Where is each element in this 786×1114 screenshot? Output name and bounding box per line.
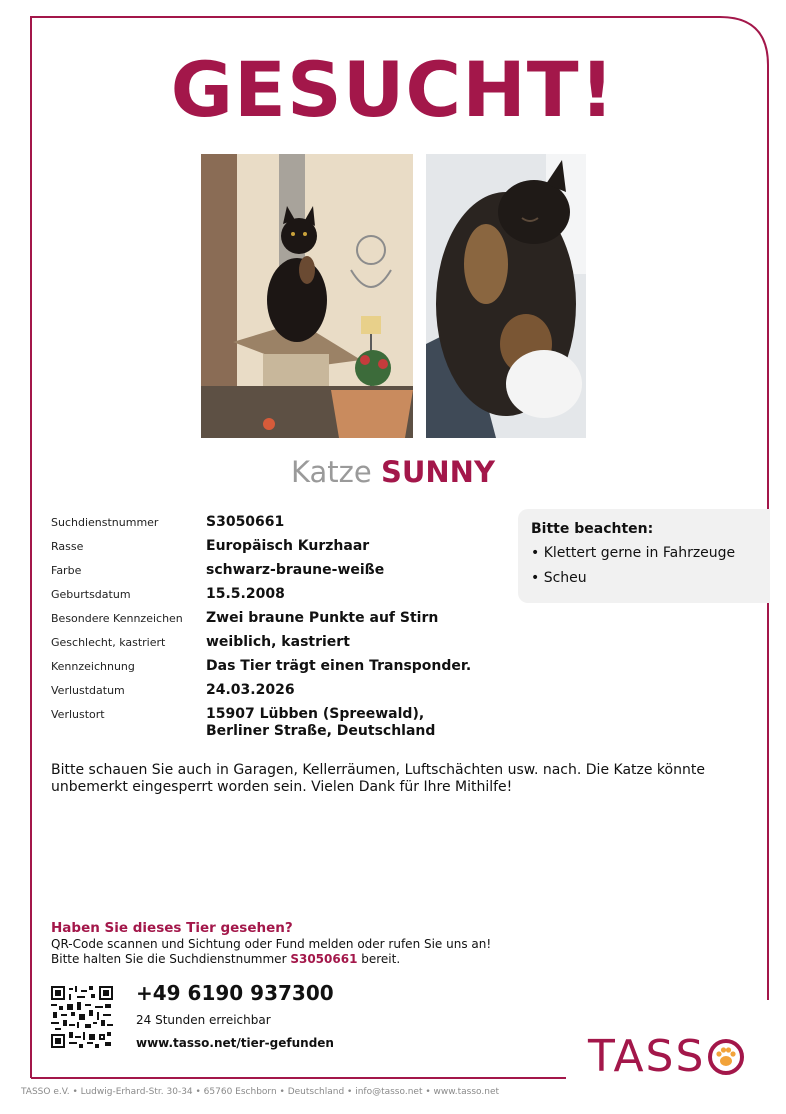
pet-callname: SUNNY (380, 455, 495, 489)
logo-wordmark: TASS (588, 1031, 706, 1082)
detail-label: Geburtsdatum (51, 588, 131, 601)
pet-details (51, 514, 491, 740)
detail-label: Rasse (51, 540, 84, 553)
detail-label: Verlustort (51, 708, 105, 721)
detail-value: S3050661 (206, 514, 285, 530)
detail-row-markings (51, 610, 491, 634)
notice-list (531, 545, 758, 587)
pet-species: Katze (291, 455, 372, 489)
contact-id-prefix: Bitte halten Sie die Suchdienstnummer (51, 952, 287, 966)
pet-name (0, 455, 786, 489)
tasso-logo (588, 1032, 746, 1082)
detail-label: Kennzeichnung (51, 660, 135, 673)
contact-instructions: QR-Code scannen und Sichtung oder Fund melden oder rufen Sie uns an! (51, 937, 492, 951)
detail-value: Europäisch Kurzhaar (206, 538, 370, 554)
headline: GESUCHT! (170, 45, 616, 134)
cat-on-birdhouse-photo (201, 154, 413, 438)
detail-row-sex (51, 634, 491, 658)
contact-title: Haben Sie dieses Tier gesehen? (51, 920, 293, 936)
detail-row-loss-date (51, 682, 491, 706)
paw-icon (706, 1037, 746, 1077)
contact-section (51, 920, 651, 967)
phone-number[interactable]: +49 6190 937300 (136, 981, 334, 1005)
contact-id-suffix: bereit. (361, 952, 401, 966)
detail-row-identification (51, 658, 491, 682)
detail-value: Das Tier trägt einen Transponder. (206, 658, 472, 674)
detail-value: 24.03.2026 (206, 682, 295, 698)
notice-item: • Klettert gerne in Fahrzeuge (531, 545, 758, 562)
detail-label: Suchdienstnummer (51, 516, 159, 529)
contact-id-reminder (51, 952, 651, 967)
notice-box (518, 509, 770, 603)
detail-row-breed (51, 538, 491, 562)
notice-item: • Scheu (531, 570, 758, 587)
website-link[interactable]: www.tasso.net/tier-gefunden (136, 1036, 334, 1050)
detail-row-loss-location (51, 706, 491, 740)
appeal-text: Bitte schauen Sie auch in Garagen, Kellerräumen, Luftschächten usw. nach. Die Katze könnte unbemerkt eingesperrt worden sein. Vielen Dank für Ihre Mithilfe! (51, 762, 705, 795)
detail-label: Besondere Kennzeichen (51, 612, 183, 625)
notice-title: Bitte beachten: (531, 521, 654, 537)
contact-search-number: S3050661 (290, 952, 358, 966)
detail-value: schwarz-braune-weiße (206, 562, 385, 578)
detail-label: Geschlecht, kastriert (51, 636, 166, 649)
detail-label: Verlustdatum (51, 684, 125, 697)
detail-value: Zwei braune Punkte auf Stirn (206, 610, 439, 626)
detail-value: weiblich, kastriert (206, 634, 350, 650)
detail-row-birthdate (51, 586, 491, 610)
detail-row-search-number (51, 514, 491, 538)
footer-address: TASSO e.V. • Ludwig-Erhard-Str. 30-34 • 65760 Eschborn • Deutschland • info@tasso.net • www.tasso.net (21, 1087, 500, 1097)
qr-code[interactable] (51, 986, 113, 1048)
detail-value: 15907 Lübben (Spreewald), Berliner Straße, Deutschland (206, 706, 436, 739)
availability-text: 24 Stunden erreichbar (136, 1013, 271, 1027)
detail-row-color (51, 562, 491, 586)
detail-value: 15.5.2008 (206, 586, 285, 602)
cat-sleeping-photo (426, 154, 586, 438)
detail-label: Farbe (51, 564, 82, 577)
